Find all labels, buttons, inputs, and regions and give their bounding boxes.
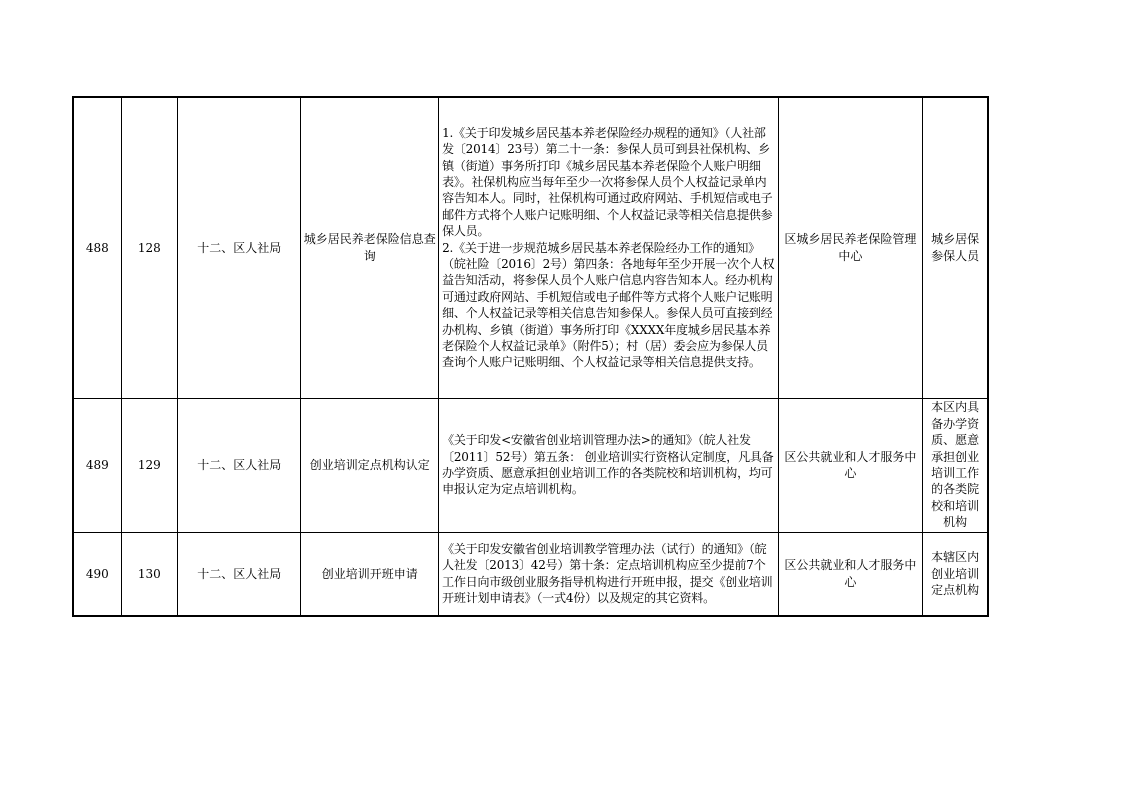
sub-number-cell: 130: [121, 532, 177, 616]
legal-basis-cell: [439, 398, 778, 532]
sub-number-cell: 128: [121, 97, 177, 398]
organization-cell: 区公共就业和人才服务中心: [778, 532, 923, 616]
table-row: [73, 398, 988, 532]
department-cell: 十二、区人社局: [177, 532, 301, 616]
item-name-cell: 城乡居民养老保险信息查询: [301, 97, 439, 398]
table-row: [73, 532, 988, 616]
legal-basis-cell: [439, 532, 778, 616]
target-cell: 本辖区内创业培训定点机构: [923, 532, 988, 616]
service-items-table: [72, 96, 989, 617]
row-number-cell: 489: [73, 398, 121, 532]
item-name-cell: 创业培训开班申请: [301, 532, 439, 616]
legal-basis-paragraph: 2.《关于进一步规范城乡居民基本养老保险经办工作的通知》（皖社险〔2016〕2号）第四条：各地每年至少开展一次个人权益告知活动，将参保人员个人账户信息内容告知本人。经办机构可通过政府网站、手机短信或电子邮件等方式将个人账户记账明细、个人权益记录等相关信息告知参保人。参保人员可直接到经办机构、乡镇（街道）事务所打印《XXXX年度城乡居民基本养老保险个人权益记录单》（附件5）；村（居）委会应为参保人员查询个人账户记账明细、个人权益记录等相关信息提供支持。: [442, 240, 775, 370]
legal-basis-paragraph: 1.《关于印发城乡居民基本养老保险经办规程的通知》（人社部发〔2014〕23号）第二十一条：参保人员可到县社保机构、乡镇（街道）事务所打印《城乡居民基本养老保险个人账户明细表》。社保机构应当每年至少一次将参保人员个人权益记录单内容告知本人。同时，社保机构可通过政府网站、手机短信或电子邮件方式将个人账户记账明细、个人权益记录等相关信息提供参保人员。: [442, 125, 773, 239]
row-number-cell: 488: [73, 97, 121, 398]
item-name-cell: 创业培训定点机构认定: [301, 398, 439, 532]
legal-basis-paragraph: 《关于印发安徽省创业培训教学管理办法（试行）的通知》（皖人社发〔2013〕42号）第十条：定点培训机构应至少提前7个工作日向市级创业服务指导机构进行开班申报，提交《创业培训开班计划申请表》（一式4份）以及规定的其它资料。: [442, 541, 773, 606]
organization-cell: 区公共就业和人才服务中心: [778, 398, 923, 532]
target-cell: 本区内具备办学资质、愿意承担创业培训工作的各类院校和培训机构: [923, 398, 988, 532]
table-row: [73, 97, 988, 398]
sub-number-cell: 129: [121, 398, 177, 532]
department-cell: 十二、区人社局: [177, 97, 301, 398]
department-cell: 十二、区人社局: [177, 398, 301, 532]
organization-cell: 区城乡居民养老保险管理中心: [778, 97, 923, 398]
row-number-cell: 490: [73, 532, 121, 616]
target-cell: 城乡居保参保人员: [923, 97, 988, 398]
legal-basis-paragraph: 《关于印发<安徽省创业培训管理办法>的通知》（皖人社发〔2011〕52号）第五条： 创业培训实行资格认定制度，凡具备办学资质、愿意承担创业培训工作的各类院校和培训机构，均可申报认定为定点培训机构。: [442, 433, 774, 497]
legal-basis-cell: [439, 97, 778, 398]
